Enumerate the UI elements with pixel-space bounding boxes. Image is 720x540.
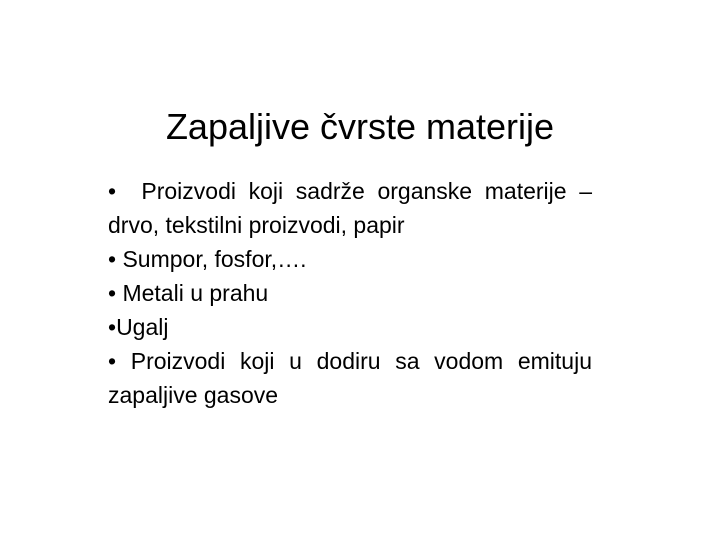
slide-title: Zapaljive čvrste materije bbox=[165, 106, 555, 147]
bullet-marker: • bbox=[108, 348, 117, 374]
bullet-list bbox=[108, 174, 592, 412]
bullet-text: Proizvodi koji u dodiru sa vodom emituju zapaljive gasove bbox=[108, 348, 592, 408]
bullet-item bbox=[108, 310, 592, 344]
bullet-marker: • bbox=[108, 246, 117, 272]
bullet-item bbox=[108, 276, 592, 310]
bullet-item bbox=[108, 174, 592, 242]
bullet-item bbox=[108, 242, 592, 276]
bullet-text: Proizvodi koji sadrže organske materije – drvo, tekstilni proizvodi, papir bbox=[108, 178, 592, 238]
bullet-text: Metali u prahu bbox=[122, 280, 269, 306]
bullet-text: Sumpor, fosfor,…. bbox=[122, 246, 307, 272]
bullet-marker: • bbox=[108, 280, 117, 306]
bullet-marker: • bbox=[108, 178, 117, 204]
bullet-text: Ugalj bbox=[116, 314, 169, 340]
bullet-marker: • bbox=[108, 314, 117, 340]
bullet-item bbox=[108, 344, 592, 412]
